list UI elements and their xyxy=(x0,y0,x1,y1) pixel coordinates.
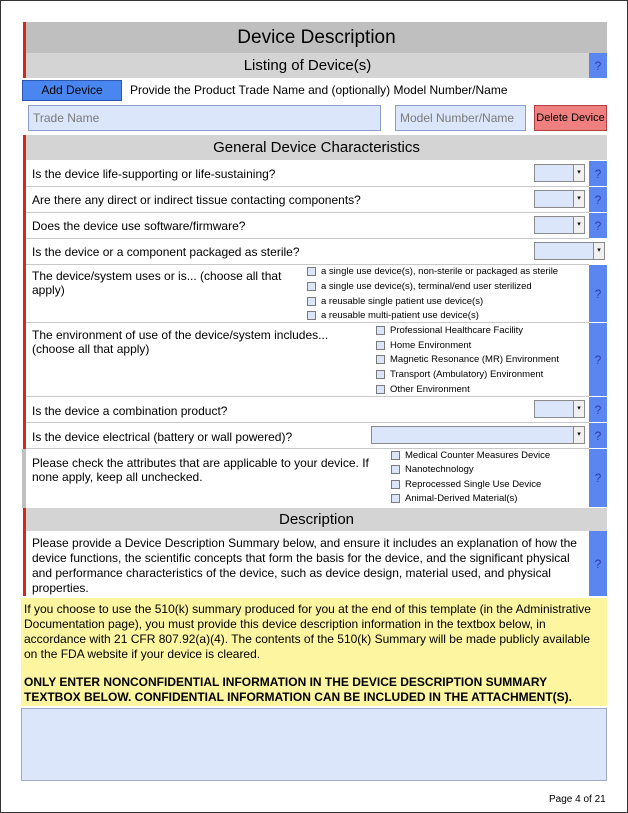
answer-dropdown[interactable] xyxy=(371,426,585,444)
attribute-option-label: Animal-Derived Material(s) xyxy=(405,493,518,504)
attribute-checkbox[interactable] xyxy=(391,480,400,489)
question-label: Is the device electrical (battery or wall powered)? xyxy=(32,430,293,444)
environment-checkbox[interactable] xyxy=(376,326,385,335)
question-label: Is the device or a component packaged as sterile? xyxy=(32,245,300,259)
help-button[interactable]: ? xyxy=(589,531,607,596)
answer-dropdown[interactable] xyxy=(534,164,585,182)
attribute-checkbox[interactable] xyxy=(391,494,400,503)
environment-option-label: Professional Healthcare Facility xyxy=(390,325,524,336)
description-header: Description xyxy=(26,508,607,531)
environment-checkbox[interactable] xyxy=(376,355,385,364)
question-label: Does the device use software/firmware? xyxy=(32,219,246,233)
attribute-option-label: Nanotechnology xyxy=(405,464,474,475)
chevron-down-icon: ▾ xyxy=(593,243,604,259)
attribute-option-label: Reprocessed Single Use Device xyxy=(405,479,542,490)
help-button[interactable]: ? xyxy=(589,161,607,186)
environment-checkbox[interactable] xyxy=(376,385,385,394)
page-title: Device Description xyxy=(26,22,607,53)
model-number-field[interactable]: Model Number/Name xyxy=(395,105,526,131)
chevron-down-icon: ▾ xyxy=(573,191,584,207)
question-label: Is the device a combination product? xyxy=(32,404,228,418)
answer-dropdown[interactable] xyxy=(534,190,585,208)
trade-name-field[interactable]: Trade Name xyxy=(28,105,381,131)
help-button[interactable]: ? xyxy=(589,187,607,212)
use-checkbox[interactable] xyxy=(307,311,316,320)
answer-dropdown[interactable] xyxy=(534,216,585,234)
chevron-down-icon: ▾ xyxy=(573,427,584,443)
attribute-checkbox[interactable] xyxy=(391,465,400,474)
answer-dropdown[interactable] xyxy=(534,400,585,418)
question-label: The device/system uses or is... (choose all that apply) xyxy=(32,269,282,297)
question-row xyxy=(26,213,589,239)
environment-option-label: Transport (Ambulatory) Environment xyxy=(390,369,544,380)
use-option-label: a reusable multi-patient use device(s) xyxy=(321,310,479,321)
question-label: Is the device life-supporting or life-sustaining? xyxy=(32,167,276,181)
help-button[interactable]: ? xyxy=(589,265,607,322)
chevron-down-icon: ▾ xyxy=(573,217,584,233)
help-button[interactable]: ? xyxy=(589,323,607,396)
use-option-label: a reusable single patient use device(s) xyxy=(321,296,484,307)
use-option-label: a single use device(s), non-sterile or packaged as sterile xyxy=(321,266,559,277)
help-button[interactable]: ? xyxy=(589,423,607,448)
question-label: Are there any direct or indirect tissue contacting components? xyxy=(32,193,361,207)
listing-header: Listing of Device(s) xyxy=(26,53,589,78)
chevron-down-icon: ▾ xyxy=(573,165,584,181)
help-button[interactable]: ? xyxy=(589,53,607,78)
question-row xyxy=(26,397,589,423)
environment-option-label: Other Environment xyxy=(390,384,470,395)
description-summary-textbox[interactable] xyxy=(21,708,607,781)
description-prompt: Please provide a Device Description Summary below, and ensure it includes an explanation of how the device functions, the scientific concepts that form the basis for the device, and the significant physical and performance characteristics of the device, such as device design, material used, and physical properties. xyxy=(32,536,577,595)
question-label: Please check the attributes that are applicable to your device. If none apply, keep all unchecked. xyxy=(32,456,369,484)
page-number: Page 4 of 21 xyxy=(549,794,606,805)
attribute-option-label: Medical Counter Measures Device xyxy=(405,450,551,461)
answer-dropdown[interactable] xyxy=(534,242,605,260)
notice-text: If you choose to use the 510(k) summary produced for you at the end of this template (in the Administrative Documentation page), you must provide this device description information in the textbox below, in accordance with 21 CFR 807.92(a)(4). The contents of the 510(k) Summary will be made publicly available on the FDA website if your device is cleared. xyxy=(24,602,591,661)
listing-instruction: Provide the Product Trade Name and (optionally) Model Number/Name xyxy=(130,83,508,97)
use-checkbox[interactable] xyxy=(307,297,316,306)
chevron-down-icon: ▾ xyxy=(573,401,584,417)
question-row xyxy=(26,187,589,213)
question-row xyxy=(26,161,589,187)
help-button[interactable]: ? xyxy=(589,213,607,238)
delete-device-button[interactable]: Delete Device xyxy=(534,105,607,131)
general-header: General Device Characteristics xyxy=(26,135,607,160)
confidentiality-warning: ONLY ENTER NONCONFIDENTIAL INFORMATION IN THE DEVICE DESCRIPTION SUMMARY TEXTBOX BELOW. CONFIDENTIAL INFORMATION CAN BE INCLUDED IN THE ATTACHMENT(S). xyxy=(24,675,572,704)
use-checkbox[interactable] xyxy=(307,282,316,291)
use-checkbox[interactable] xyxy=(307,267,316,276)
attribute-checkbox[interactable] xyxy=(391,451,400,460)
question-row xyxy=(26,239,589,265)
environment-option-label: Magnetic Resonance (MR) Environment xyxy=(390,354,559,365)
help-button[interactable]: ? xyxy=(589,397,607,422)
help-button[interactable]: ? xyxy=(589,449,607,507)
environment-checkbox[interactable] xyxy=(376,341,385,350)
environment-option-label: Home Environment xyxy=(390,340,472,351)
notice-box xyxy=(21,598,607,706)
question-label: The environment of use of the device/system includes... (choose all that apply) xyxy=(32,328,329,356)
use-option-label: a single use device(s), terminal/end user sterilized xyxy=(321,281,532,292)
add-device-button[interactable]: Add Device xyxy=(22,80,122,101)
environment-checkbox[interactable] xyxy=(376,370,385,379)
